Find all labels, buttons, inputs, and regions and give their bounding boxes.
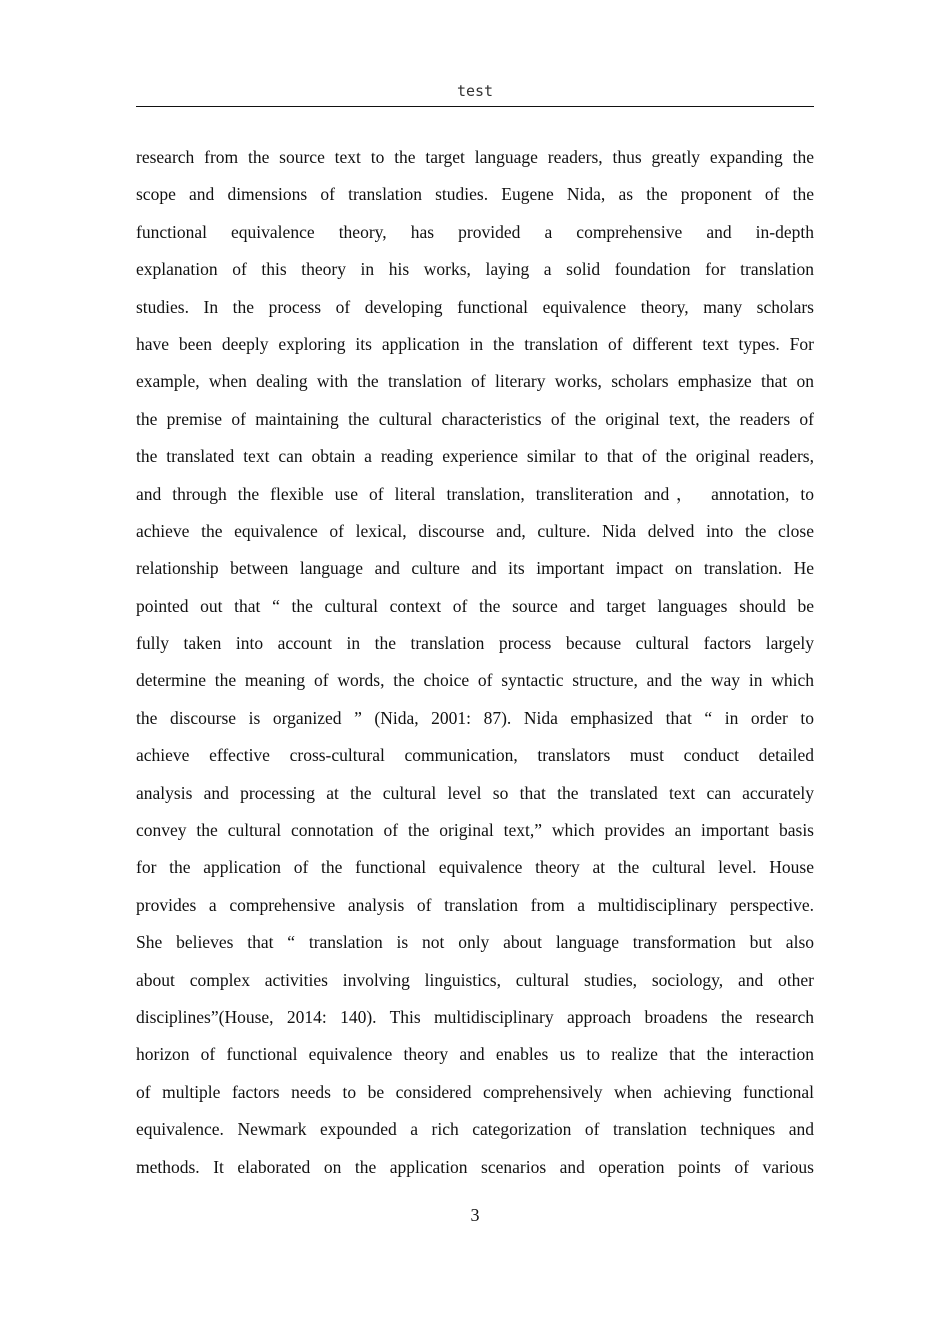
text-line: example, when dealing with the translation of literary works, scholars emphasize that on (136, 371, 814, 392)
header-title: test (456, 82, 494, 100)
text-line: equivalence. Newmark expounded a rich categorization of translation techniques and (136, 1119, 814, 1140)
text-line: pointed out that “ the cultural context of the source and target languages should be (136, 595, 814, 616)
text-line: and through the flexible use of literal translation, transliteration and， annotation, to (136, 483, 814, 504)
text-line: for the application of the functional equivalence theory at the cultural level. House (136, 857, 814, 878)
text-line: relationship between language and culture and its important impact on translation. He (136, 558, 814, 579)
text-line: convey the cultural connotation of the original text,” which provides an important basis (136, 820, 814, 841)
text-line: horizon of functional equivalence theory and enables us to realize that the interaction (136, 1044, 814, 1065)
text-line: have been deeply exploring its application in the translation of different text types. For (136, 333, 814, 354)
text-line: explanation of this theory in his works, laying a solid foundation for translation (136, 259, 814, 280)
text-line: the premise of maintaining the cultural characteristics of the original text, the readers of (136, 408, 814, 429)
text-line: provides a comprehensive analysis of translation from a multidisciplinary perspective. (136, 894, 814, 915)
text-line: functional equivalence theory, has provided a comprehensive and in-depth (136, 221, 814, 242)
text-line: achieve effective cross-cultural communication, translators must conduct detailed (136, 745, 814, 766)
text-line: fully taken into account in the translation process because cultural factors largely (136, 633, 814, 654)
body-paragraph (136, 139, 814, 1186)
text-line: about complex activities involving linguistics, cultural studies, sociology, and other (136, 969, 814, 990)
text-line: the translated text can obtain a reading experience similar to that of the original readers, (136, 446, 814, 467)
text-line: research from the source text to the target language readers, thus greatly expanding the (136, 147, 814, 167)
text-line: achieve the equivalence of lexical, discourse and, culture. Nida delved into the close (136, 520, 814, 541)
page-header (136, 80, 814, 107)
text-line: methods. It elaborated on the application scenarios and operation points of various (136, 1156, 814, 1177)
text-line: of multiple factors needs to be considered comprehensively when achieving functional (136, 1081, 814, 1102)
text-line: scope and dimensions of translation studies. Eugene Nida, as the proponent of the (136, 184, 814, 205)
page-number: 3 (470, 1205, 480, 1225)
text-line: disciplines”(House, 2014: 140). This multidisciplinary approach broadens the research (136, 1006, 814, 1027)
text-line: She believes that “ translation is not only about language transformation but also (136, 932, 814, 953)
text-line: the discourse is organized ” (Nida, 2001: 87). Nida emphasized that “ in order to (136, 707, 814, 728)
text-line: studies. In the process of developing functional equivalence theory, many scholars (136, 296, 814, 317)
text-line: analysis and processing at the cultural level so that the translated text can accurately (136, 782, 814, 803)
text-line: determine the meaning of words, the choice of syntactic structure, and the way in which (136, 670, 814, 691)
